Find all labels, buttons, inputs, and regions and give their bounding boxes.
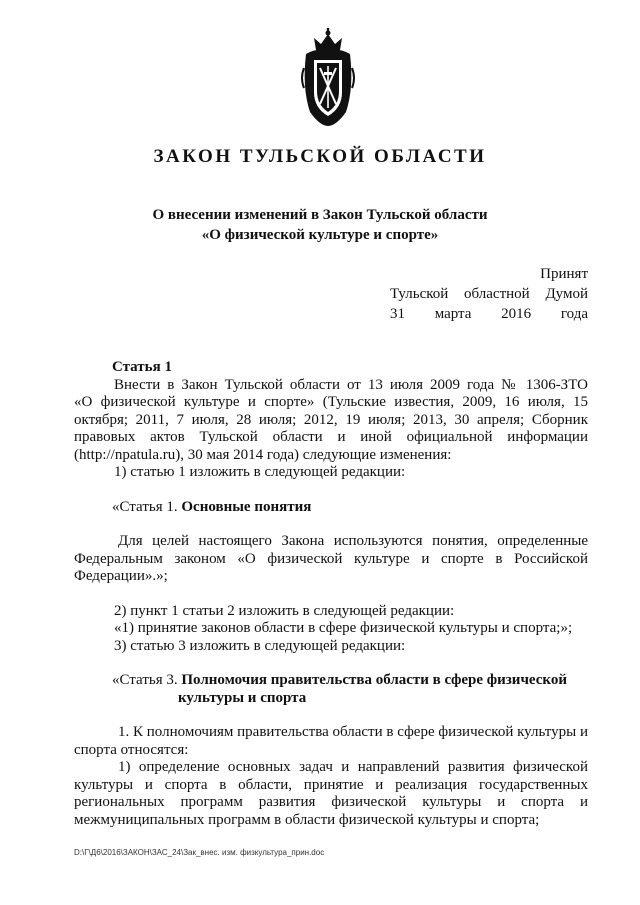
list-item: 1) статью 1 изложить в следующей редакции:: [114, 464, 406, 480]
text-line: октября; 2011, 7 июля, 28 июля; 2012, 19 июля; 2013, 30 апреля; Сборник: [74, 411, 588, 428]
document-body: [74, 359, 588, 829]
text-line: Федеральным законом «О физической культуре и спорте в Российской: [74, 550, 588, 567]
list-item: 3) статью 3 изложить в следующей редакции:: [114, 637, 406, 654]
article-title: Основные понятия: [181, 498, 312, 515]
text-line: Для целей настоящего Закона используются понятия, определенные: [118, 533, 588, 549]
text-line: культуры и спорта в области, принятие и реализация государственных: [74, 776, 588, 793]
law-title: ЗАКОН ТУЛЬСКОЙ ОБЛАСТИ: [153, 146, 487, 167]
text-line: спорта относятся:: [74, 741, 189, 758]
law-subject: [0, 205, 640, 245]
list-item: 2) пункт 1 статьи 2 изложить в следующей редакции:: [114, 602, 455, 619]
text-line: Внести в Закон Тульской области от 13 июля 2009 года № 1306-ЗТО: [114, 376, 588, 393]
article-heading: Статья 1: [112, 359, 172, 375]
adopted-day: 31: [390, 306, 405, 322]
adopted-month: марта: [434, 306, 472, 322]
file-path-footer: D:\Г\Д6\2016\ЗАКОН\ЗАС_24\Зак_внес. изм. физкультура_прин.doc: [74, 848, 325, 857]
text-line: «О физической культуре и спорте» (Тульские известия, 2009, 16 июля, 15: [74, 394, 588, 410]
adopted-year: 2016: [501, 306, 532, 322]
text-line: 1. К полномочиям правительства области в сфере физической культуры и: [118, 724, 588, 740]
article-title: Полномочия правительства области в сфере физической: [181, 672, 567, 688]
adopted-label: Принят: [540, 266, 588, 282]
text-line: межмуниципальных программ в области физической культуры и спорта;: [74, 811, 540, 828]
quoted-article-heading: [74, 499, 588, 517]
text-line: (http://npatula.ru), 30 мая 2014 года) следующие изменения:: [74, 446, 452, 463]
article-prefix: «Статья 1.: [112, 498, 178, 515]
adopted-word: года: [560, 306, 588, 322]
adopted-word: областной: [464, 286, 530, 302]
text-line: Федерации».»;: [74, 568, 168, 584]
adopted-word: Думой: [545, 286, 588, 302]
list-item: «1) принятие законов области в сфере физической культуры и спорта;»;: [114, 620, 573, 636]
coat-of-arms-icon: [296, 28, 360, 128]
text-line: правовых актов Тульской области и иной официальной информации: [74, 429, 588, 445]
text-line: региональных программ развития физической культуры и спорта и: [74, 794, 588, 810]
adopted-by: [390, 284, 588, 304]
adoption-note: [390, 264, 588, 324]
quoted-article-heading: [74, 672, 588, 690]
subject-line: «О физической культуре и спорте»: [201, 227, 439, 243]
subject-line: О внесении изменений в Закон Тульской области: [152, 207, 488, 223]
adopted-date: [390, 304, 588, 324]
article-title-continued: культуры и спорта: [178, 689, 307, 706]
adopted-word: Тульской: [390, 286, 449, 302]
text-line: 1) определение основных задач и направлений развития физической: [118, 759, 588, 775]
article-prefix: «Статья 3.: [112, 672, 178, 688]
